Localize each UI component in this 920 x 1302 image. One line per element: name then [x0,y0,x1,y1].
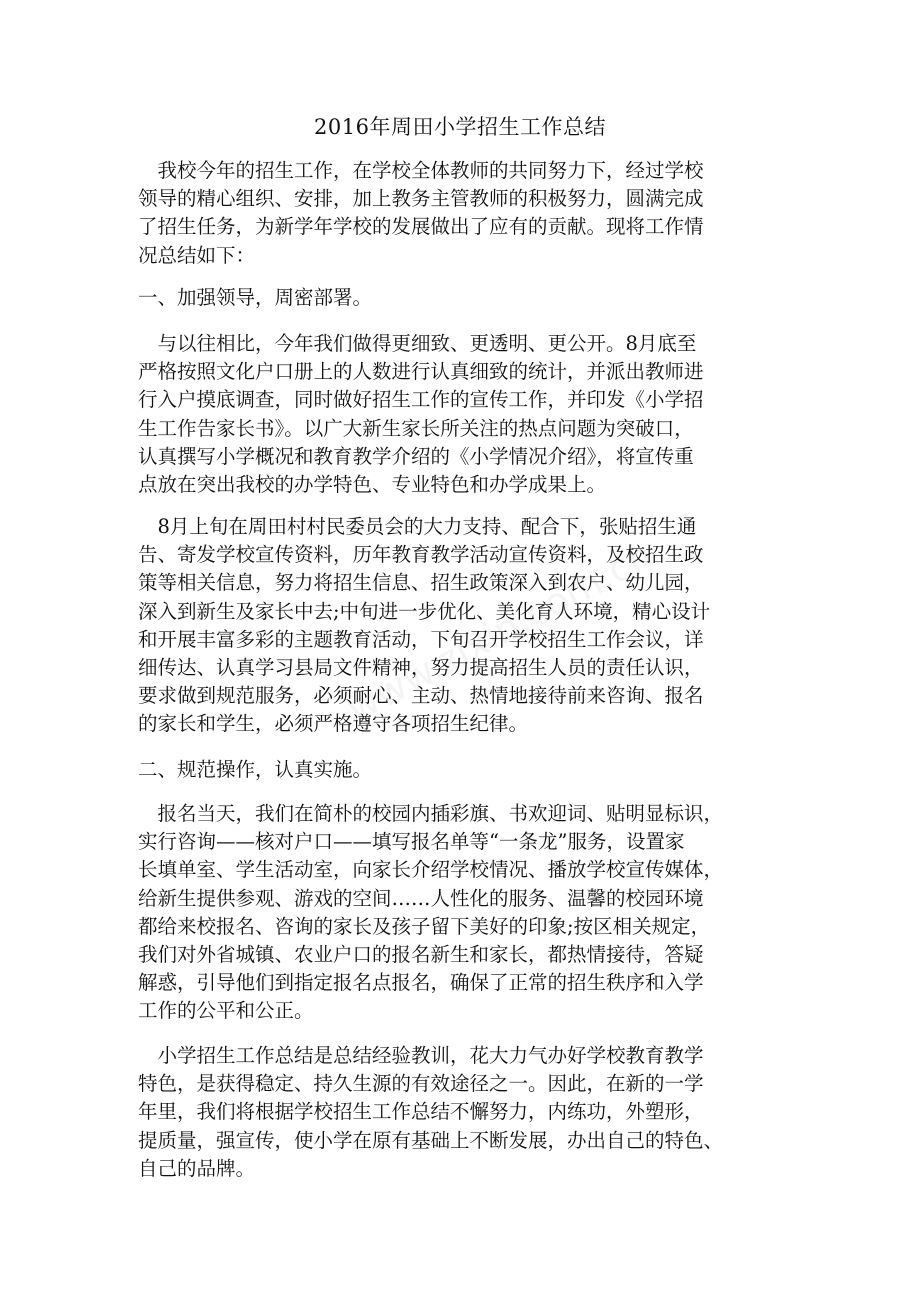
paragraph-section-2 [138,800,723,1026]
text-line: 我们对外省城镇、农业户口的报名新生和家长，都热情接待，答疑 [138,943,704,967]
text-line: 深入到新生及家长中去;中旬进一步优化、美化育人环境，精心设计 [138,599,711,623]
text-line: 要求做到规范服务，必须耐心、主动、热情地接待前来咨询、报名 [138,684,704,708]
paragraph-conclusion [138,1042,723,1183]
text-line: 点放在突出我校的办学特色、专业特色和办学成果上。 [138,473,607,497]
text-line: 告、寄发学校宣传资料，历年教育教学活动宣传资料，及校招生政 [138,543,704,567]
text-line: 年里，我们将根据学校招生工作总结不懈努力，内练功，外塑形， [138,1100,704,1124]
text-line: 策等相关信息，努力将招生信息、招生政策深入到农户、幼儿园， [138,571,704,595]
paragraph-section-1b [138,513,710,739]
text-line: 我校今年的招生工作，在学校全体教师的共同努力下，经过学校 [138,159,704,182]
text-line: 领导的精心组织、安排，加上教务主管教师的积极努力，圆满完成 [138,187,704,211]
text-line: 报名当天，我们在简朴的校园内插彩旗、书欢迎词、贴明显标识， [138,802,724,825]
document-title: 2016年周田小学招生工作总结 [314,115,606,139]
text-line: 给新生提供参观、游戏的空间……人性化的服务、温馨的校园环境 [138,886,704,910]
text-line: 特色，是获得稳定、持久生源的有效途径之一。因此，在新的一学 [138,1072,704,1096]
paragraph-intro [138,157,704,270]
text-line: 实行咨询——核对户口——填写报名单等“一条龙”服务，设置家 [138,830,685,854]
text-line: 解惑，引导他们到指定报名点报名，确保了正常的招生秩序和入学 [138,971,704,995]
text-line: 长填单室、学生活动室，向家长介绍学校情况、播放学校宣传媒体， [138,858,724,882]
paragraph-section-1a [138,330,704,499]
text-line: 了招生任务，为新学年学校的发展做出了应有的贡献。现将工作情 [138,215,704,239]
text-line: 工作的公平和公正。 [138,999,314,1023]
text-line: 认真撰写小学概况和教育教学介绍的《小学情况介绍》，将宣传重 [138,444,694,468]
text-line: 严格按照文化户口册上的人数进行认真细致的统计，并派出教师进 [138,360,704,384]
text-line: 小学招生工作总结是总结经验教训，花大力气办好学校教育教学 [138,1044,704,1067]
text-line: 细传达、认真学习县局文件精神，努力提高招生人员的责任认识， [138,656,704,680]
heading-line: 一、加强领导，周密部署。 [138,286,373,309]
text-line: 提质量，强宣传，使小学在原有基础上不断发展，办出自己的特色、 [138,1128,724,1152]
section-heading-2 [138,756,372,784]
text-line: 生工作告家长书》。以广大新生家长所关注的热点问题为突破口， [138,416,694,440]
text-line: 行入户摸底调查，同时做好招生工作的宣传工作，并印发《小学招 [138,388,704,412]
section-heading-1 [138,284,372,312]
heading-line: 二、规范操作，认真实施。 [138,758,373,781]
text-line: 都给来校报名、咨询的家长及孩子留下美好的印象;按区相关规定， [138,914,711,938]
text-line: 与以往相比，今年我们做得更细致、更透明、更公开。8月底至 [138,332,697,355]
text-line: 8月上旬在周田村村民委员会的大力支持、配合下，张贴招生通 [138,515,697,538]
text-line: 况总结如下： [138,243,256,267]
text-line: 和开展丰富多彩的主题教育活动，下旬召开学校招生工作会议，详 [138,627,704,651]
text-line: 自己的品牌。 [138,1156,256,1180]
text-line: 的家长和学生，必须严格遵守各项招生纪律。 [138,712,529,736]
